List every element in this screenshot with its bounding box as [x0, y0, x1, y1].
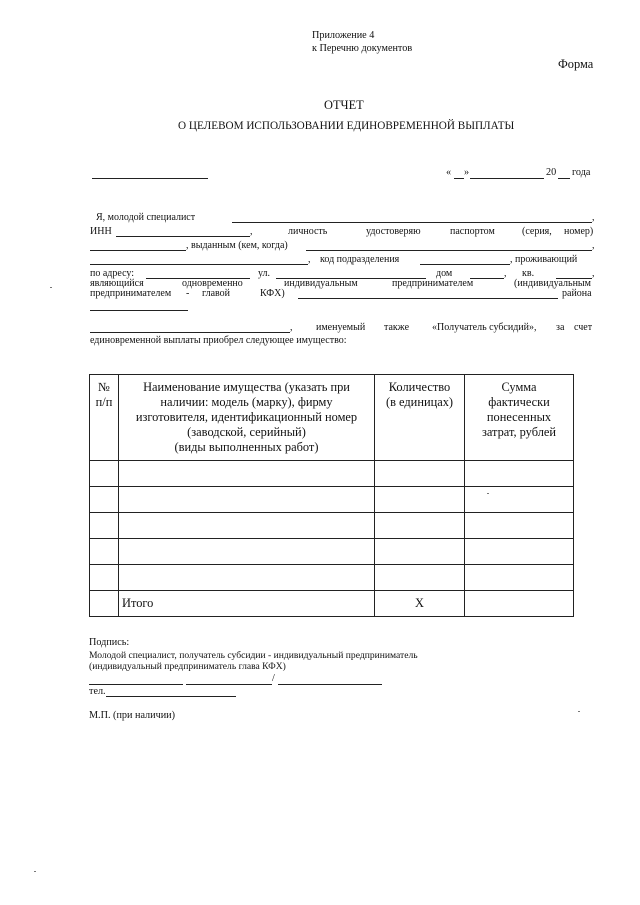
- signature-label: Подпись:: [89, 637, 130, 648]
- word: именуемый: [316, 322, 366, 333]
- street-label: ул.: [258, 268, 271, 279]
- header-text: затрат, рублей: [481, 425, 557, 439]
- table-cell[interactable]: [90, 539, 119, 565]
- table-cell[interactable]: [375, 565, 465, 591]
- stamp-label: М.П. (при наличии): [89, 710, 176, 721]
- word: являющийся: [90, 278, 144, 289]
- signature-role-line-2: (индивидуальный предприниматель глава КФХ): [89, 661, 286, 672]
- comma: ,: [308, 254, 311, 265]
- header-text: понесенных: [486, 410, 552, 424]
- appendix-sub-label: к Перечню документов: [312, 43, 413, 54]
- table-row: [90, 461, 574, 487]
- total-sum[interactable]: [465, 591, 574, 617]
- body-line-3: [90, 240, 596, 254]
- table-row: [90, 487, 574, 513]
- date-year-blank[interactable]: [558, 178, 570, 179]
- word: личность: [288, 226, 328, 237]
- table-cell[interactable]: [90, 487, 119, 513]
- table-row: [90, 565, 574, 591]
- date-day-blank[interactable]: [454, 178, 464, 179]
- word: главой: [202, 288, 231, 299]
- issued-by-blank[interactable]: [306, 250, 592, 251]
- word: удостоверяю: [366, 226, 421, 237]
- date-open-quote: «: [446, 167, 452, 178]
- comma: ,: [504, 268, 507, 279]
- word: также: [384, 322, 410, 333]
- word: индивидуальным: [284, 278, 358, 289]
- table-cell[interactable]: [375, 487, 465, 513]
- table-cell[interactable]: [119, 539, 375, 565]
- header-text: наличии: модель (марку), фирму: [160, 395, 333, 409]
- total-quantity: Х: [375, 591, 465, 617]
- specialist-intro: Я, молодой специалист: [96, 212, 196, 223]
- property-table: [89, 374, 574, 617]
- signature-blank[interactable]: [89, 684, 183, 685]
- word: паспортом: [450, 226, 495, 237]
- table-cell[interactable]: [119, 565, 375, 591]
- inn-label: ИНН: [90, 226, 112, 237]
- date-month-blank[interactable]: [470, 178, 544, 179]
- division-code-label: код подразделения: [320, 254, 400, 265]
- header-text: Наименование имущества (указать при: [143, 380, 350, 394]
- issued-by-cont-blank[interactable]: [90, 264, 308, 265]
- header-sum: [465, 375, 574, 461]
- district-blank[interactable]: [298, 298, 558, 299]
- place-blank[interactable]: [92, 178, 208, 179]
- table-cell[interactable]: [465, 461, 574, 487]
- comma: ,: [250, 226, 253, 237]
- comma: ,: [592, 212, 595, 223]
- header-text: изготовителя, идентификационный номер: [135, 410, 358, 424]
- word: (индивидуальным: [514, 278, 591, 289]
- table-cell[interactable]: [90, 461, 119, 487]
- passport-number-blank[interactable]: [90, 250, 186, 251]
- address-label: по адресу:: [90, 268, 135, 279]
- header-text: фактически: [488, 395, 550, 409]
- comma: ,: [592, 240, 595, 251]
- table-row: [90, 513, 574, 539]
- comma: ,: [592, 268, 595, 279]
- body-line-2: [90, 226, 596, 240]
- table-cell[interactable]: [375, 461, 465, 487]
- signature-name-blank[interactable]: [186, 684, 272, 685]
- table-cell[interactable]: [465, 487, 574, 513]
- header-text: (виды выполненных работ): [174, 440, 319, 454]
- header-text: (заводской, серийный): [187, 425, 306, 439]
- apartment-label: кв.: [522, 268, 535, 279]
- table-cell[interactable]: [465, 539, 574, 565]
- signature-slash: /: [272, 673, 275, 684]
- header-text: №: [98, 380, 110, 394]
- table-cell[interactable]: [119, 487, 375, 513]
- word: предпринимателем: [392, 278, 474, 289]
- header-text: Количество: [388, 380, 451, 394]
- signature-decryption-blank[interactable]: [278, 684, 382, 685]
- phone-blank[interactable]: [106, 696, 236, 697]
- table-cell[interactable]: [90, 565, 119, 591]
- word: счет: [574, 322, 593, 333]
- phone-label: тел.: [89, 686, 106, 697]
- word: предпринимателем: [90, 288, 172, 299]
- district-label: района: [562, 288, 592, 299]
- table-row: [90, 539, 574, 565]
- specialist-name-blank[interactable]: [232, 222, 592, 223]
- scan-speck: [34, 871, 36, 872]
- word: одновременно: [182, 278, 243, 289]
- comma: ,: [290, 322, 293, 333]
- body-line-7: [90, 288, 596, 302]
- name-blank[interactable]: [90, 332, 290, 333]
- word: номер): [564, 226, 594, 237]
- total-label: Итого: [119, 591, 375, 617]
- dash: -: [186, 288, 190, 299]
- word: (серия,: [522, 226, 552, 237]
- table-cell[interactable]: [90, 513, 119, 539]
- inn-blank[interactable]: [116, 236, 250, 237]
- scan-speck: [487, 493, 489, 494]
- body-line-4: [90, 254, 596, 268]
- district-cont-blank[interactable]: [90, 310, 188, 311]
- table-cell: [90, 591, 119, 617]
- table-cell[interactable]: [465, 513, 574, 539]
- form-label: Форма: [558, 57, 594, 71]
- residing-label: , проживающий: [510, 254, 578, 265]
- scan-speck: [578, 711, 580, 712]
- table-cell[interactable]: [119, 461, 375, 487]
- table-header-row: [90, 375, 574, 461]
- header-text: (в единицах): [385, 395, 454, 409]
- header-text: Сумма: [501, 380, 537, 394]
- table-cell[interactable]: [375, 539, 465, 565]
- purchase-statement: единовременной выплаты приобрел следующее имущество:: [90, 335, 347, 346]
- word: «Получатель субсидий»,: [432, 322, 537, 333]
- body-line-8: [90, 322, 596, 336]
- table-cell[interactable]: [465, 565, 574, 591]
- appendix-label: Приложение 4: [312, 30, 375, 41]
- header-number: [90, 375, 119, 461]
- house-label: дом: [436, 268, 453, 279]
- date-year-prefix: 20: [546, 167, 557, 178]
- header-quantity: [375, 375, 465, 461]
- division-code-blank[interactable]: [420, 264, 510, 265]
- report-subtitle: О ЦЕЛЕВОМ ИСПОЛЬЗОВАНИИ ЕДИНОВРЕМЕННОЙ ВЫПЛАТЫ: [178, 120, 515, 132]
- date-close-quote: »: [464, 167, 470, 178]
- header-property-name: [119, 375, 375, 461]
- table-total-row: [90, 591, 574, 617]
- body-line-1: [90, 212, 596, 226]
- scan-speck: [50, 287, 52, 288]
- table-cell[interactable]: [119, 513, 375, 539]
- body-line-9: [90, 335, 596, 349]
- header-text: п/п: [95, 395, 113, 409]
- date-year-suffix: года: [572, 167, 591, 178]
- signature-role-line-1: Молодой специалист, получатель субсидии - индивидуальный предприниматель: [89, 650, 418, 661]
- issued-by-label: , выданным (кем, когда): [186, 240, 288, 251]
- table-cell[interactable]: [375, 513, 465, 539]
- word: за: [556, 322, 565, 333]
- word: КФХ): [260, 288, 285, 299]
- report-title: ОТЧЕТ: [324, 98, 364, 112]
